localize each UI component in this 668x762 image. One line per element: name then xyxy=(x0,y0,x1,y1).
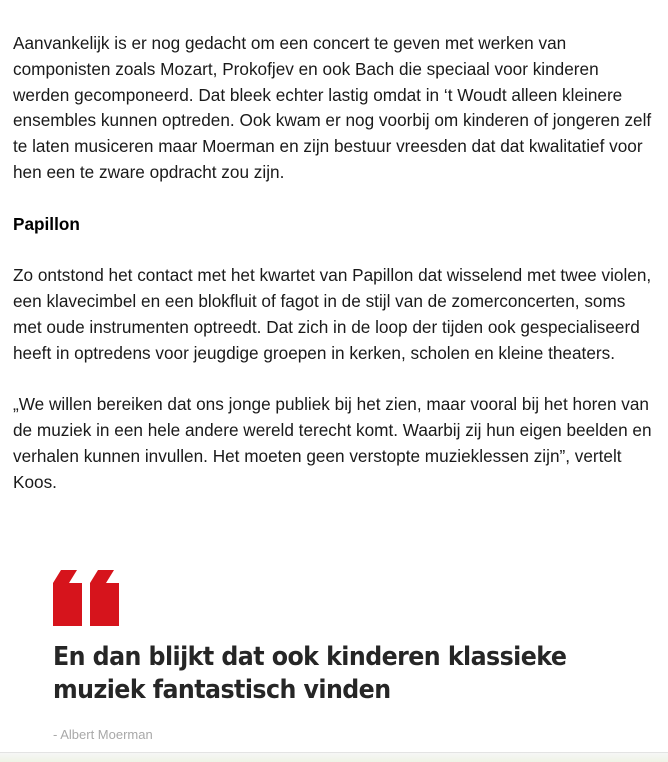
quote-mark-icon xyxy=(53,570,119,626)
article-body xyxy=(13,31,653,521)
pull-quote xyxy=(53,570,633,742)
pull-quote-text: En dan blijkt dat ook kinderen klassieke muziek fantastisch vinden xyxy=(53,642,567,705)
footer-divider xyxy=(0,752,668,762)
article-paragraph-1: Aanvankelijk is er nog gedacht om een concert te geven met werken van componisten zoals Mozart, Prokofjev en ook Bach die speciaal voor kinderen werden gecomponeerd. Dat bleek echter lastig omdat in ‘t Woudt alleen kleinere ensembles kunnen optreden. Ook kwam er nog voorbij om kinderen of jongeren zelf te laten musiceren maar Moerman en zijn bestuur vreesden dat dat kwalitatief voor hen een te zware opdracht zou zijn. xyxy=(13,33,652,182)
pull-quote-author: - Albert Moerman xyxy=(53,727,153,742)
article-paragraph-3: „We willen bereiken dat ons jonge publiek bij het zien, maar vooral bij het horen van de muziek in een hele andere wereld terecht komt. Waarbij zij hun eigen beelden en verhalen kunnen invullen. Het moeten geen verstopte muzieklessen zijn”, vertelt Koos. xyxy=(13,394,652,492)
article-paragraph-2: Zo ontstond het contact met het kwartet van Papillon dat wisselend met twee violen, een klavecimbel en een blokfluit of fagot in de stijl van de zomerconcerten, soms met oude instrumenten optreedt. Dat zich in de loop der tijden ook gespecialiseerd heeft in optredens voor jeugdige groepen in kerken, scholen en kleine theaters. xyxy=(13,265,652,363)
article-subheading: Papillon xyxy=(13,213,80,234)
